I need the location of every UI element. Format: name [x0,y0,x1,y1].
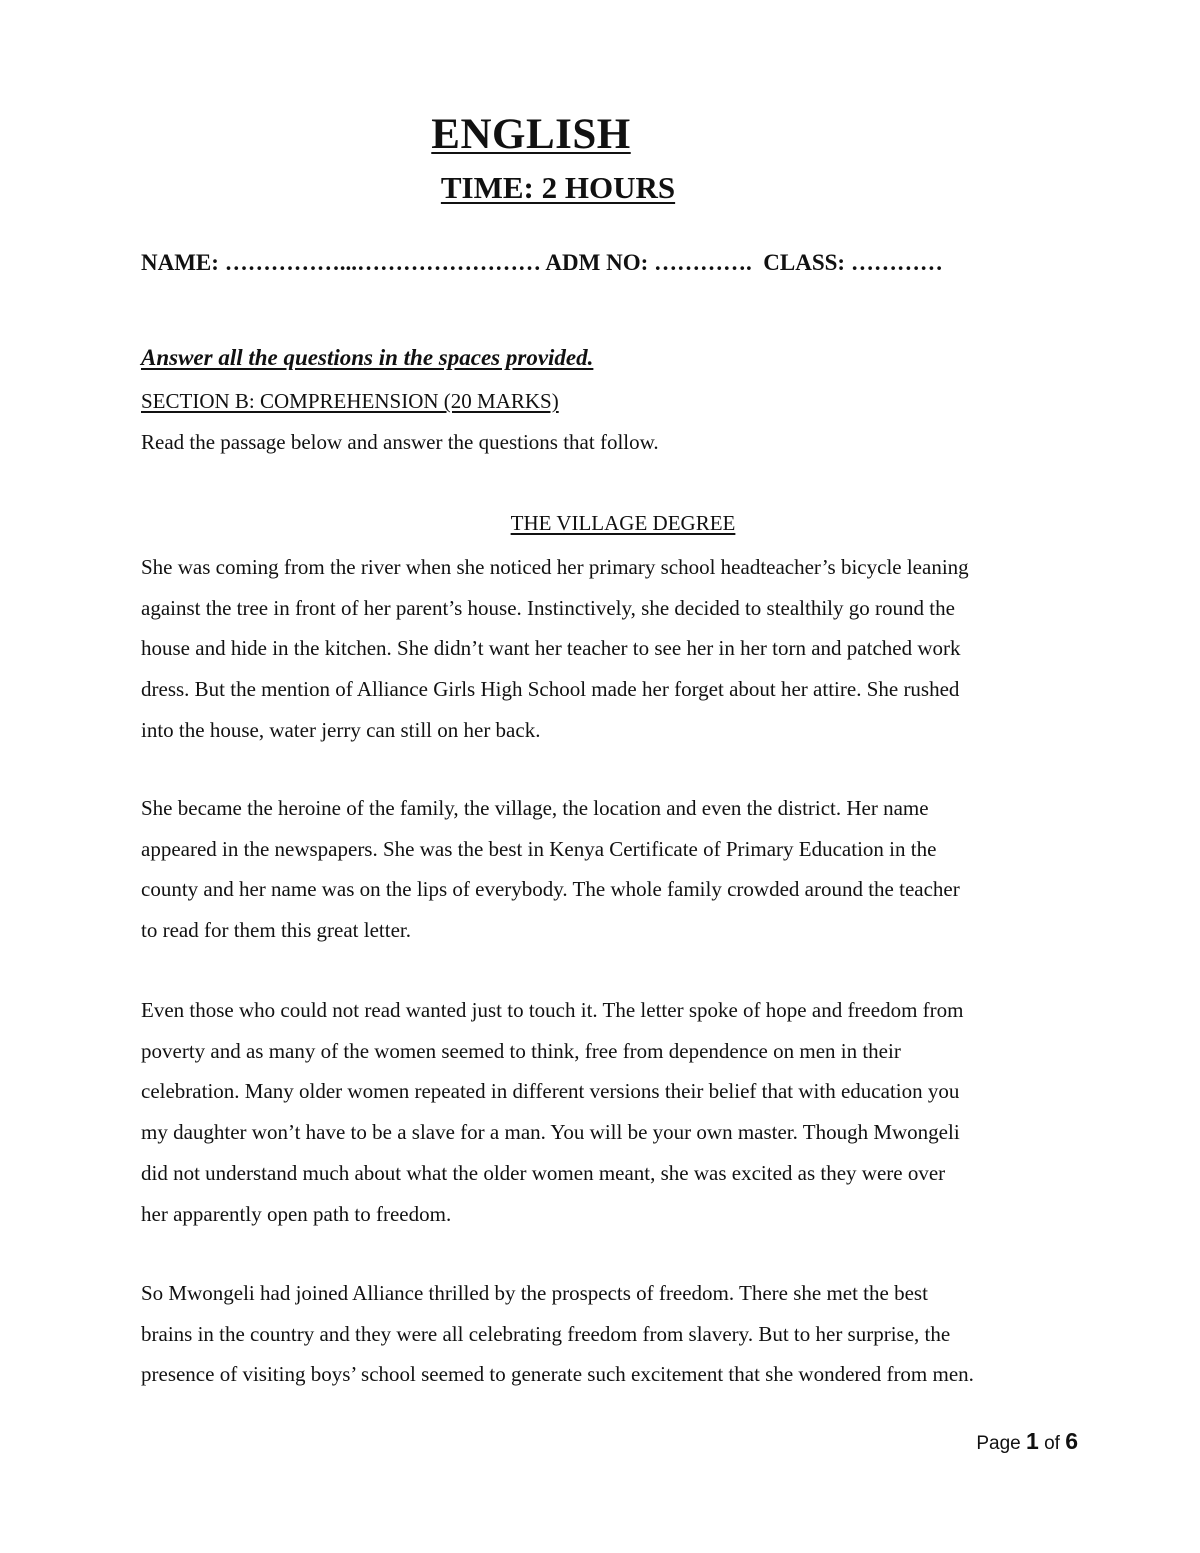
passage-line: brains in the country and they were all celebrating freedom from slavery. But to her surprise, the [141,1321,951,1346]
name-label: NAME: [141,250,219,275]
passage-line: appeared in the newspapers. She was the best in Kenya Certificate of Primary Education in the [141,836,937,861]
passage-line: Even those who could not read wanted just to touch it. The letter spoke of hope and freedom from [141,998,964,1022]
passage-paragraph-1 [141,547,1081,751]
page-number: 1 [1026,1428,1039,1454]
of-word: of [1038,1433,1066,1454]
main-instruction: Answer all the questions in the spaces provided. [141,345,594,370]
passage-line: She was coming from the river when she noticed her primary school headteacher’s bicycle leaning [141,555,969,579]
page-footer [976,1428,1078,1455]
passage-line: dress. But the mention of Alliance Girls High School made her forget about her attire. She rushed [141,677,960,702]
passage-line: against the tree in front of her parent’s house. Instinctively, she decided to stealthily go round the [141,595,955,620]
adm-label: ADM NO: [545,250,649,275]
time-allowed: TIME: 2 HOURS [440,170,676,205]
passage-line: presence of visiting boys’ school seemed to generate such excitement that she wondered from men. [141,1362,974,1387]
passage-line: to read for them this great letter. [141,918,411,943]
passage-line: into the house, water jerry can still on her back. [141,717,541,742]
passage-paragraph-3 [141,990,1081,1234]
page-word: Page [976,1433,1026,1454]
passage-title: THE VILLAGE DEGREE [510,511,736,535]
passage-line: She became the heroine of the family, the village, the location and even the district. Her name [141,796,929,820]
passage-line: did not understand much about what the older women meant, she was excited as they were over [141,1160,946,1185]
adm-field: …………. [648,250,764,275]
class-label: CLASS: [763,250,846,275]
passage-line: my daughter won’t have to be a slave for a man. You will be your own master. Though Mwongeli [141,1120,960,1145]
name-field: ……………...…………………… [218,250,546,275]
read-instruction: Read the passage below and answer the questions that follow. [141,430,659,454]
passage-line: her apparently open path to freedom. [141,1201,452,1226]
passage-paragraph-4 [141,1273,1081,1395]
class-field: ………… [845,250,943,275]
total-pages: 6 [1065,1428,1078,1454]
section-heading: SECTION B: COMPREHENSION (20 MARKS) [141,389,559,413]
passage-line: county and her name was on the lips of everybody. The whole family crowded around the teacher [141,877,960,902]
passage-line: So Mwongeli had joined Alliance thrilled by the prospects of freedom. There she met the best [141,1281,928,1305]
student-info-line [141,250,943,276]
passage-line: house and hide in the kitchen. She didn’t want her teacher to see her in her torn and patched work [141,636,961,661]
passage-paragraph-2 [141,788,1081,951]
passage-line: poverty and as many of the women seemed to think, free from dependence on men in their [141,1038,901,1063]
subject-title: ENGLISH [431,111,631,158]
passage-line: celebration. Many older women repeated in different versions their belief that with education you [141,1079,960,1104]
